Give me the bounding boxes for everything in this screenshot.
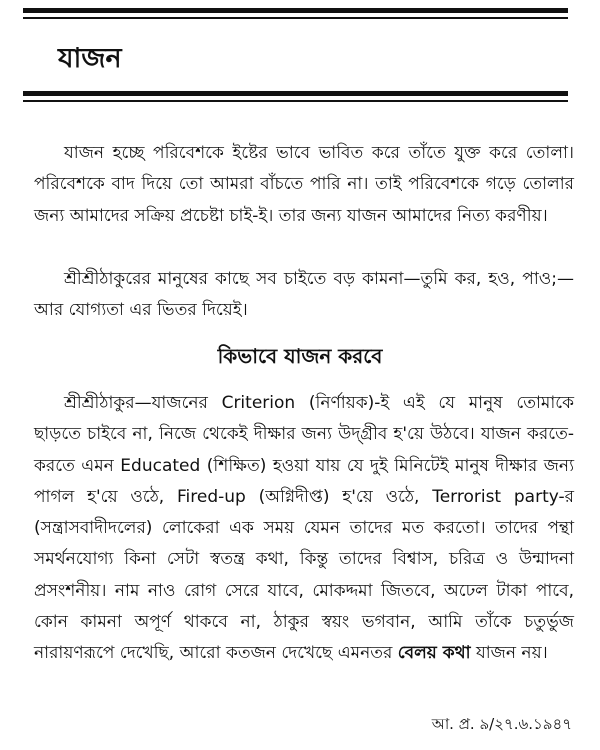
- subsection-paragraph: [34, 388, 574, 670]
- header-rule-bottom-thin: [23, 100, 568, 102]
- subsection-paragraph-body: শ্রীশ্রীঠাকুর—যাজনের Criterion (নির্ণায়ক)-ই এই যে মানুষ তোমাকে ছাড়তে চাইবে না, নিজে থেকেই দীক্ষার জন্য উদ্গ্রীব হ'য়ে উঠবে। যাজন করতে-করতে এমন Educated (শিক্ষিত) হওয়া যায় যে দুই মিনিটেই মানুষ দীক্ষার জন্য পাগল হ'য়ে ওঠে, Fired-up (অগ্নিদীপ্ত) হ'য়ে ওঠে, Terrorist party-র (সন্ত্রাসবাদীদলের) লোকেরা এক সময় যেমন তাদের মত করতো। তাদের পন্থা সমর্থনযোগ্য কিনা সেটা স্বতন্ত্র কথা, কিন্তু তাদের বিশ্বাস, চরিত্র ও উন্মাদনা প্রসংশনীয়। নাম নাও রোগ সেরে যাবে, মোকদ্দমা জিতবে, অঢেল টাকা পাবে, কোন কামনা অপূর্ণ থাকবে না, ঠাকুর স্বয়ং ভগবান, আমি তাঁকে চতুর্ভুজ নারায়ণরূপে দেখেছি, আরো কতজন দেখেছে এমনতর: [34, 393, 574, 664]
- intro-paragraph-1: যাজন হচ্ছে পরিবেশকে ইষ্টের ভাবে ভাবিত করে তাঁতে যুক্ত করে তোলা। পরিবেশকে বাদ দিয়ে তো আমরা বাঁচতে পারি না। তাই পরিবেশকে গড়ে তোলার জন্য আমাদের সক্রিয় প্রচেষ্টা চাই-ই। তার জন্য যাজন আমাদের নিত্য করণীয়।: [34, 143, 574, 226]
- subsection-paragraph-end: যাজন নয়।: [475, 643, 548, 664]
- section-title: যাজন: [58, 43, 122, 74]
- header-rule-top-thin: [23, 17, 568, 19]
- header-rule-bottom-thick: [23, 91, 568, 96]
- bold-phrase: বেলয় কথা: [397, 643, 471, 664]
- header-rule-top-thick: [23, 8, 568, 13]
- source-citation: আ. প্র. ৯/২৭.৬.১৯৪৭: [431, 715, 572, 733]
- intro-paragraph-2: শ্রীশ্রীঠাকুরের মানুষের কাছে সব চাইতে বড় কামনা—তুমি কর, হও, পাও;—আর যোগ্যতা এর ভিতর দিয়েই।: [34, 269, 574, 321]
- subsection-heading: কিভাবে যাজন করবে: [217, 344, 383, 368]
